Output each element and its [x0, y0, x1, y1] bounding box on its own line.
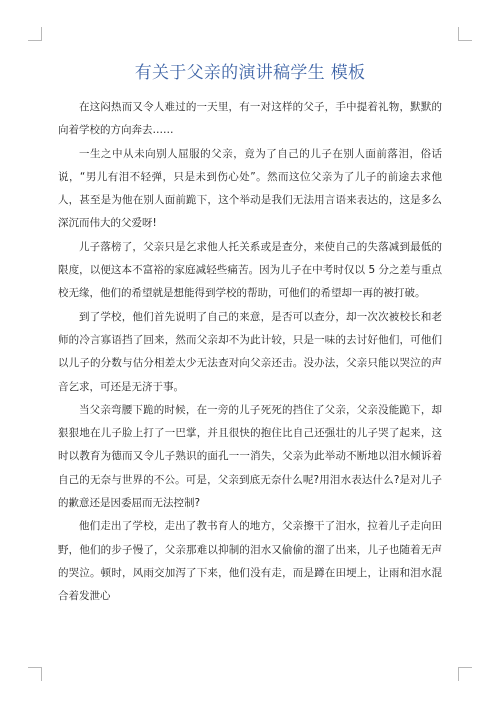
paragraph-3: 儿子落榜了，父亲只是乞求他人托关系或是查分，来使自己的失落减到最低的限度，以便这本不富裕的家庭减轻些痛苦。因为儿子在中考时仅以 5 分之差与重点校无缘，他们的希望就是想能得到学校的帮助，可他们的希望却一再的被打破。 — [58, 240, 442, 300]
document-body — [58, 96, 442, 609]
crop-mark-bottom-left-v — [41, 667, 42, 681]
crop-mark-top-left-h — [28, 40, 42, 41]
paragraph-4: 到了学校，他们首先说明了自己的来意，是否可以查分，却一次次被校长和老师的冷言寡语挡了回来，然而父亲却不为此计较，只是一味的去讨好他们，可他们以儿子的分数与估分相差太少无法查对向父亲还击。没办法，父亲只能以哭泣的声音乞求，可还是无济于事。 — [58, 310, 442, 393]
crop-mark-top-right-v — [458, 27, 459, 41]
crop-mark-bottom-right-v — [458, 667, 459, 681]
crop-mark-bottom-right-h — [458, 667, 472, 668]
paragraph-1: 在这闷热而又令人难过的一天里，有一对这样的父子，手中提着礼物，默默的向着学校的方向奔去…… — [58, 101, 442, 137]
crop-mark-top-right-h — [458, 40, 472, 41]
paragraph-6: 他们走出了学校，走出了教书育人的地方，父亲擦干了泪水，拉着儿子走向田野，他们的步子慢了，父亲那难以抑制的泪水又偷偷的溜了出来，儿子也随着无声的哭泣。顿时，风雨交加泻了下来，他们没有走，而是蹲在田埂上，让雨和泪水混合着发泄心 — [58, 520, 442, 603]
crop-mark-bottom-left-h — [28, 667, 42, 668]
document-title: 有关于父亲的演讲稿学生 模板 — [134, 63, 366, 83]
paragraph-5: 当父亲弯腰下跪的时候，在一旁的儿子死死的挡住了父亲，父亲没能跪下，却狠狠地在儿子脸上打了一巴掌，并且很快的抱住比自己还强壮的儿子哭了起来，这时以教育为德而又令儿子熟识的面孔一一消失，父亲为此举动不断地以泪水倾诉着自己的无奈与世界的不公。可是，父亲到底无奈什么呢?用泪水表达什么?是对儿子的歉意还是因委屈而无法控制? — [58, 403, 442, 510]
crop-mark-top-left-v — [41, 27, 42, 41]
paragraph-2: 一生之中从未向别人屈服的父亲，竟为了自己的儿子在别人面前落泪，俗话说，“男儿有泪不轻弹，只是未到伤心处”。然而这位父亲为了儿子的前途去求他人，甚至是为他在别人面前跪下，这个举动是我们无法用言语来表达的，这是多么深沉而伟大的父爱呀! — [58, 147, 442, 230]
